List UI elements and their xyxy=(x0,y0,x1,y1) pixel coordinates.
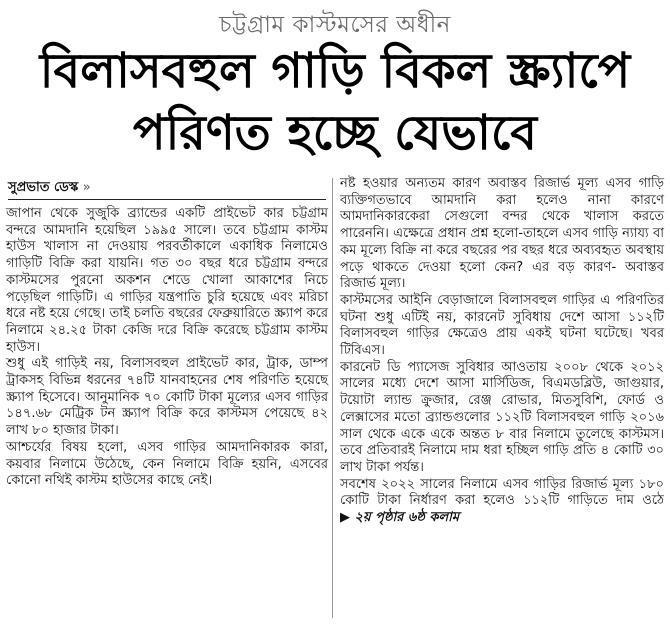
byline xyxy=(8,178,91,199)
paragraph: জাপান থেকে সুজুকি ব্র্যান্ডের একটি প্রাইভেট কার চট্টগ্রাম বন্দরে আমদানি হয়েছিল ১৯৯৫ সালে। তবে চট্টগ্রাম কাস্টম হাউস খালাস না দেওয়ায় পরবর্তীকালে একাধিক নিলামেও গাড়িটি বিক্রি করা যায়নি। গত ৩০ বছর ধরে চট্টগ্রাম বন্দরে কাস্টমসের পুরনো অকশন শেডে খোলা আকাশের নিচে পড়েছিল গাড়িটি। এ গাড়ির যন্ত্রপাতি চুরি হয়েছে এবং মরিচা ধরে নষ্ট হয়ে গেছে। তাই চলতি বছরের ফেব্রুয়ারিতে স্ক্র্যাপ করে নিলামে ২৪.২৫ টাকা কেজি দরে বিক্রি করেছে চট্টগ্রাম কাস্টম হাউস। xyxy=(6,206,328,355)
triangle-right-icon: ▶ xyxy=(340,510,350,526)
byline-name: সুপ্রভাত ডেস্ক xyxy=(8,180,79,195)
headline-line-2: পরিণত হচ্ছে যেভাবে xyxy=(133,105,537,161)
paragraph: আশ্চর্যের বিষয় হলো, এসব গাড়ির আমদানিকারক কারা, কয়বার নিলামে উঠেছে, কেন নিলামে বিক্রি হয়নি, এসবের কোনো নথিই কাস্টম হাউসের কাছে নেই। xyxy=(6,439,328,489)
paragraph: নষ্ট হওয়ার অন্যতম কারণ অবাস্তব রিজার্ভ মূল্য এসব গাড়ি ব্যক্তিগতভাবে আমদানি করা হলেও নানা কারণে আমদানিকারকেরা সেগুলো বন্দর থেকে খালাস করতে পারেননি। এক্ষেত্রে প্রধান প্রশ্ন হলো-তাহলে এসব গাড়ি ন্যায্য বা কম মূল্যে বিক্রি না করে বছরের পর বছর ধরে অব্যবহৃত অবস্থায় পড়ে থাকতে দেওয়া হলো কেন? এর বড় কারণ- অবাস্তব রিজার্ভ মূল্য। xyxy=(340,176,664,292)
kicker: চট্টগ্রাম কাস্টমসের অধীন xyxy=(219,12,451,38)
headline-line-1: বিলাসবহুল গাড়ি বিকল স্ক্র্যাপে xyxy=(39,43,631,99)
continuation-text: ২য় পৃষ্ঠার ৬ষ্ঠ কলাম xyxy=(354,510,460,526)
paragraph-text: সবশেষ ২০২২ সালের নিলামে এসব গাড়ির রিজার্ভ মূল্য ১৮০ কোটি টাকা নির্ধারণ করা হলেও ১১২টি গাড়িতে দাম ওঠে xyxy=(340,476,664,509)
paragraph-last xyxy=(340,477,664,527)
column-divider xyxy=(332,178,333,618)
paragraph: কাস্টমসের আইনি বেড়াজালে বিলাসবহুল গাড়ির এ পরিণতির ঘটনা শুধু এটিই নয়, কারনেট সুবিধায় দেশে আসা ১১২টি বিলাসবহুল গাড়ির ক্ষেত্রেও প্রায় একই ঘটনা ঘটেছে। খবর টিবিএস। xyxy=(340,292,664,359)
byline-rule xyxy=(8,199,326,200)
paragraph: শুধু এই গাড়িই নয়, বিলাসবহুল প্রাইভেট কার, ট্রাক, ডাম্প ট্রাকসহ বিভিন্ন ধরনের ৭৪টি যানবাহনের শেষ পরিণতি হয়েছে স্ক্র্যাপ হিসেবে। আনুমানিক ৭০ কোটি টাকা মূল্যের এসব গাড়ির ১৪৭.৬৮ মেট্রিক টন স্ক্র্যাপ বিক্রি করে কাস্টমস পেয়েছে ৪২ লাখ ৮০ হাজার টাকা। xyxy=(6,356,328,439)
byline-arrow-icon: » xyxy=(82,180,91,195)
continuation-jump[interactable] xyxy=(340,510,459,525)
right-column xyxy=(340,176,664,527)
paragraph: কারনেট ডি প্যাসেজ সুবিধার আওতায় ২০০৮ থেকে ২০১২ সালের মধ্যে দেশে আসা মার্সিডিজ, বিএমডব্লিউ, জাগুয়ার, টয়োটা ল্যান্ড ক্রুজার, রেঞ্জ রোভার, মিতসুবিশি, ফোর্ড ও লেক্সাসের মতো ব্র্যান্ডগুলোর ১১২টি বিলাসবহুল গাড়ি ২০১৬ সাল থেকে একে একে অন্তত ৮ বার নিলামে তুলেছে কাস্টমস। তবে প্রতিবারই নিলামে দাম ধরা হচ্ছিল গাড়ি প্রতি ৪ কোটি ৩০ লাখ টাকা পর্যন্ত। xyxy=(340,359,664,475)
left-column xyxy=(6,206,328,490)
